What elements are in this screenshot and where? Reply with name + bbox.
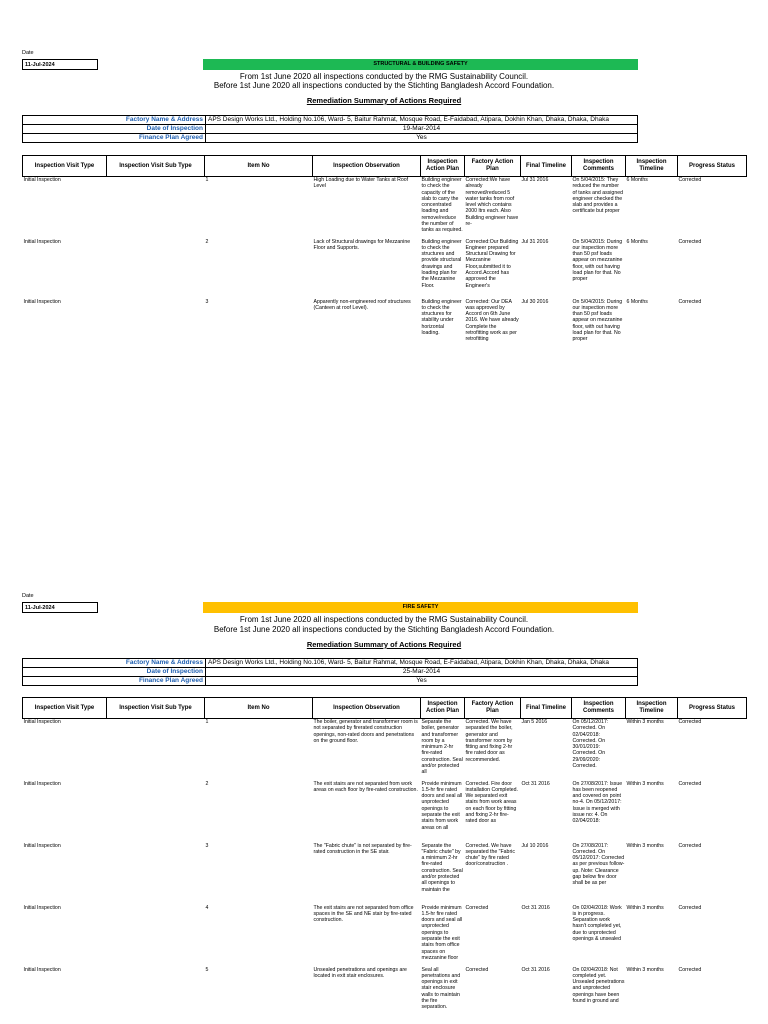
observation: The exit stairs are not separated from work areas on each floor by fire-rated construction. [313,780,418,793]
factory-name-value: APS Design Works Ltd., Holding No.106, Ward- 5, Baitur Rahmat, Mosque Road, E-Faidabad, Atipara, Dokhin Khan, Dhaka, Dhaka, Dhaka [206,116,638,125]
progress-status: Corrected [678,298,702,305]
progress-status: Corrected [678,904,702,911]
visit-type: Initial Inspection [23,719,61,725]
progress-status: Corrected [678,780,702,787]
col-header: Inspection Action Plan [421,156,465,177]
table-header-row [23,156,747,177]
col-header: Inspection Visit Type [23,156,107,177]
col-header: Inspection Timeline [626,698,678,719]
finance-plan-label: Finance Plan Agreed [23,677,206,686]
col-header: Inspection Observation [313,698,421,719]
col-header: Inspection Visit Type [23,698,107,719]
section-banner: FIRE SAFETY [203,602,638,613]
action-plan: Building engineer to check the structures for stability under horizontal loading. [421,298,462,336]
council-note-line2: Before 1st June 2020 all inspections conducted by the Stichting Bangladesh Accord Foundation. [213,81,555,90]
inspection-comments: On 5/04/2015: During our inspection more than 50 psf loads appear on mezzanine floor, with out having load plan for that. No proper [572,298,623,343]
factory-name-value: APS Design Works Ltd., Holding No.106, Ward- 5, Baitur Rahmat, Mosque Road, E-Faidabad, Atipara, Dokhin Khan, Dhaka, Dhaka, Dhaka [206,659,638,668]
progress-status: Corrected [678,238,702,245]
visit-type: Initial Inspection [23,904,61,911]
inspection-comments: On 02/04/2018: Work is in progress. Separation work hasn't completed yet, due to unprotected openings & unsealed [572,904,622,942]
col-header: Item No [205,156,313,177]
inspection-date-label: Date of Inspection [23,125,206,134]
table-row [23,905,747,967]
inspection-comments: On 5/04/2015: During our inspection more than 50 psf loads appear on mezzanine floor, with out having load plan for that. No proper [572,238,623,283]
observation: Lack of Structural drawings for Mezzanine Floor and Supports. [313,238,411,251]
factory-plan: Corrected. We have separated the "Fabric chute" by fire rated door/construction . [465,842,515,868]
council-note-line2: Before 1st June 2020 all inspections conducted by the Stichting Bangladesh Accord Foundation. [213,625,555,634]
final-timeline: Oct 31 2016 [521,966,550,973]
visit-type: Initial Inspection [23,238,61,245]
factory-plan: Corrected [465,904,489,911]
inspection-comments: On 02/04/2018: Not completed yet. Unsealed penetrations and unprotected openings have been found in ground and [572,966,625,1004]
col-header: Progress Status [678,698,747,719]
finance-plan-label: Finance Plan Agreed [23,134,206,143]
inspection-timeline: Within 3 months [626,842,664,849]
report-date: 11-Jul-2024 [22,602,98,613]
inspection-timeline: 6 Months [626,177,648,183]
col-header: Inspection Comments [572,698,626,719]
inspection-comments: On 27/08/2017: Issue has been reopened and covered on point no-4. On 05/12/2017: Issue is merged with issue no: 4. On 02/04/2018: [572,780,623,825]
item-no: 3 [205,842,209,849]
factory-plan: Corrected [465,966,489,973]
final-timeline: Oct 31 2016 [521,904,550,911]
col-header: Factory Action Plan [465,698,521,719]
date-label: Date [22,593,34,599]
report-date: 11-Jul-2024 [22,59,98,70]
table-row [23,719,747,781]
final-timeline: Jul 30 2016 [521,298,549,305]
observation: Apparently non-engineered roof structures (Canteen at roof Level). [313,298,411,311]
col-header: Inspection Timeline [626,156,678,177]
factory-plan: Corrected. Fire door installation Completed. We separated exit stairs from work areas on each floor by fitting and fixing 2-hr fire-rated door as [465,780,518,825]
visit-sub-type [107,239,205,299]
item-no: 4 [205,904,209,911]
section-banner: STRUCTURAL & BUILDING SAFETY [203,59,638,70]
final-timeline: Jul 10 2016 [521,842,549,849]
item-no: 2 [205,238,209,245]
item-no: 3 [205,298,209,305]
col-header: Final Timeline [521,156,572,177]
remediation-table [22,697,747,1019]
visit-type: Initial Inspection [23,842,61,849]
action-plan: Seal all penetrations and openings in exit stair enclosure walls to maintain the fire separation. [421,966,461,1011]
item-no: 5 [205,966,209,973]
final-timeline: Jul 31 2016 [521,177,549,183]
action-plan: Building engineer to check the structures and provide structural drawings and loading plan for the Mezzanine Floor. [421,238,462,289]
observation: The exit stairs are not separated from office spaces in the SE and NE stair by fire-rated construction. [313,904,414,924]
col-header: Progress Status [678,156,747,177]
progress-status: Corrected [678,719,702,725]
inspection-timeline: Within 3 months [626,780,664,787]
progress-status: Corrected [678,177,702,183]
inspection-timeline: Within 3 months [626,966,664,973]
table-row [23,781,747,843]
factory-info-table [22,658,638,686]
inspection-comments: On 27/08/2017: Corrected. On 05/12/2017: Corrected as per previous follow-up. Note: Clearance gap below fire door shall be as per [572,842,625,887]
col-header: Inspection Visit Sub Type [107,156,205,177]
item-no: 1 [205,719,209,725]
final-timeline: Jul 31 2016 [521,238,549,245]
council-note-line1: From 1st June 2020 all inspections conducted by the RMG Sustainability Council. [239,72,529,81]
inspection-comments: On 05/12/2017: Corrected. On 02/04/2018: Corrected. On 30/01/2019: Corrected. On 29/09/2020: Corrected. [572,719,609,770]
table-row [23,239,747,299]
date-label: Date [22,50,34,56]
factory-info-table [22,115,638,143]
factory-plan: Corrected. We have separated the boiler, generator and transformer room by fitting and fixing 2-hr fire rated door as recommended. [465,719,513,763]
visit-type: Initial Inspection [23,780,61,787]
col-header: Inspection Visit Sub Type [107,698,205,719]
visit-sub-type [107,781,205,843]
final-timeline: Jan 5 2016 [521,719,548,725]
factory-name-label: Factory Name & Address [23,116,206,125]
factory-plan: Corrected: Our DEA was approved by Accord on 6th June 2016. We have already Complete the retrofitting work as per retrofitting [465,298,519,343]
col-header: Inspection Comments [572,156,626,177]
visit-type: Initial Inspection [23,966,61,973]
factory-plan: Corrected:Our Building Engineer prepared Structural Drawing for Mezzanine Floor,submitted it to Accord.Accord has approved the Engineer's [465,238,519,289]
action-plan: Provide minimum 1.5-hr fire rated doors and seal all unprotected openings to separate the exit stairs from work areas on all [421,780,463,831]
inspection-date-label: Date of Inspection [23,668,206,677]
finance-plan-value: Yes [206,134,638,143]
observation: Unsealed penetrations and openings are located in exit stair enclosures. [313,966,407,979]
action-plan: Separate the boiler, generator and transformer room by a minimum 2-hr fire-rated construction. Seal and/or protected all [421,719,463,776]
col-header: Inspection Observation [313,156,421,177]
factory-name-label: Factory Name & Address [23,659,206,668]
action-plan: Separate the "Fabric chute" by a minimum 2-hr fire-rated construction. Seal and/or protected all openings to maintain the [421,842,463,893]
inspection-timeline: Within 3 months [626,719,664,725]
table-row [23,299,747,367]
summary-title: Remediation Summary of Actions Required [306,96,462,105]
progress-status: Corrected [678,842,702,849]
visit-sub-type [107,843,205,905]
table-row [23,843,747,905]
inspection-timeline: Within 3 months [626,904,664,911]
observation: The "Fabric chute" is not separated by fire-rated construction in the SE stair. [313,842,412,855]
final-timeline: Oct 31 2016 [521,780,550,787]
inspection-timeline: 6 Months [626,298,648,305]
visit-type: Initial Inspection [23,298,61,305]
visit-sub-type [107,177,205,239]
factory-plan: Corrected:We have already removed/reduced 5 water tanks from roof level which contains 2000 ltrs each. Also Building engineer have re- [465,177,519,228]
col-header: Final Timeline [521,698,572,719]
visit-type: Initial Inspection [23,177,61,183]
finance-plan-value: Yes [206,677,638,686]
item-no: 2 [205,780,209,787]
table-row [23,967,747,1019]
inspection-comments: On 5/04/2015: They reduced the number of tanks and assigned engineer checked the slab and provides a certificate but proper [572,177,623,215]
visit-sub-type [107,299,205,367]
observation: High Loading due to Water Tanks at Roof Level [313,177,409,190]
col-header: Item No [205,698,313,719]
table-header-row [23,698,747,719]
inspection-timeline: 6 Months [626,238,648,245]
col-header: Factory Action Plan [465,156,521,177]
visit-sub-type [107,967,205,1019]
inspection-date-value: 25-Mar-2014 [206,668,638,677]
observation: The boiler, generator and transformer room is not separated by firerated construction openings, non-rated doors and penetrations on the ground floor. [313,719,418,744]
action-plan: Provide minimum 1.5-hr fire rated doors and seal all unprotected openings to separate the exit stairs from office spaces on mezzanine floor [421,904,463,961]
item-no: 1 [205,177,209,183]
summary-title: Remediation Summary of Actions Required [306,640,462,649]
council-note-line1: From 1st June 2020 all inspections conducted by the RMG Sustainability Council. [239,615,529,624]
visit-sub-type [107,719,205,781]
remediation-table [22,155,747,367]
table-row [23,177,747,239]
progress-status: Corrected [678,966,702,973]
inspection-date-value: 19-Mar-2014 [206,125,638,134]
visit-sub-type [107,905,205,967]
col-header: Inspection Action Plan [421,698,465,719]
action-plan: Building engineer to check the capacity of the slab to carry the concentrated loading and remove/reduce the number of tanks as required. [421,177,463,234]
